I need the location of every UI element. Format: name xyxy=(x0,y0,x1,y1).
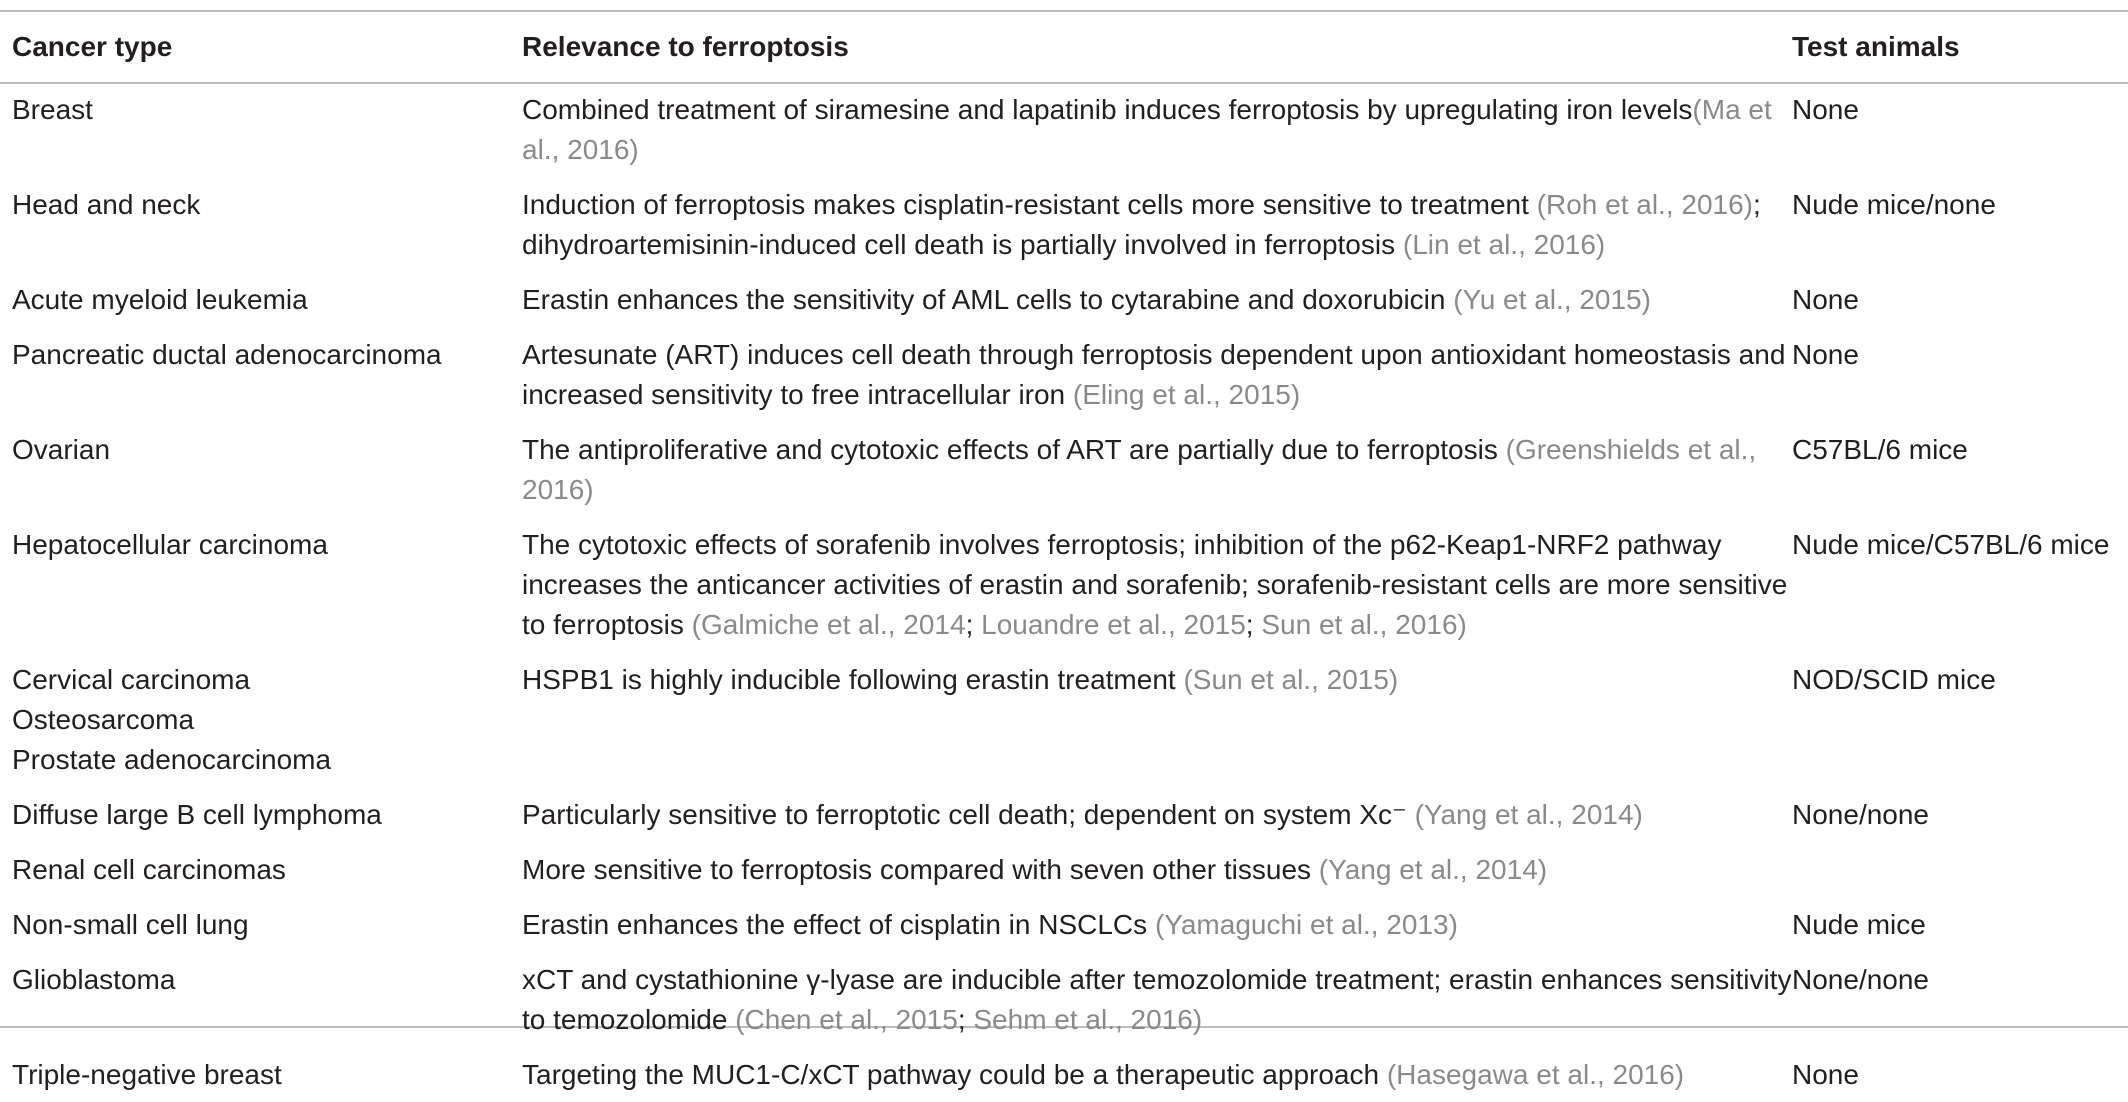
cell-cancer-type xyxy=(0,1047,510,1102)
cancer-type-label: Breast xyxy=(12,94,93,125)
cell-cancer-type xyxy=(0,422,510,517)
cell-cancer-type xyxy=(0,652,510,787)
citation-link[interactable]: (Hasegawa et al., 2016) xyxy=(1386,1059,1685,1090)
cell-test-animals: None xyxy=(1792,284,1859,315)
cell-relevance xyxy=(510,652,1792,787)
cancer-type-label: Hepatocellular carcinoma xyxy=(12,529,328,560)
citation-link[interactable]: Louandre et al., 2015 xyxy=(981,609,1246,640)
citation-link[interactable]: Sun et al., 2016) xyxy=(1261,609,1467,640)
citation-link[interactable]: (Ma et al., 2016) xyxy=(522,94,1772,165)
cell-relevance xyxy=(510,422,1792,517)
citation-link[interactable]: Sehm et al., 2016) xyxy=(973,1004,1203,1035)
table-row xyxy=(0,272,2128,327)
table-row xyxy=(0,1047,2128,1102)
table-row xyxy=(0,82,2128,177)
relevance-text: ; xyxy=(957,1004,974,1035)
header-test-animals: Test animals xyxy=(1792,31,1960,62)
citation-link[interactable]: (Yu et al., 2015) xyxy=(1453,284,1651,315)
cancer-type-label: Pancreatic ductal adenocarcinoma xyxy=(12,339,442,370)
cell-test-animals: C57BL/6 mice xyxy=(1792,434,1968,465)
cell-cancer-type xyxy=(0,327,510,422)
relevance-text: ; dihydroartemisinin-induced cell death is partially involved in ferroptosis xyxy=(522,189,1761,260)
cell-test-animals: None/none xyxy=(1792,964,1930,995)
table-body xyxy=(0,82,2128,1102)
cancer-type-label: Glioblastoma xyxy=(12,964,176,995)
cell-cancer-type xyxy=(0,177,510,272)
cell-test-animals: None xyxy=(1792,94,1859,125)
cell-cancer-type xyxy=(0,787,510,842)
cancer-type-label: Ovarian xyxy=(12,434,111,465)
relevance-text: Artesunate (ART) induces cell death through ferroptosis dependent upon antioxidant homeostasis and increased sensitivity to free intracellular iron xyxy=(522,339,1786,410)
relevance-text: The cytotoxic effects of sorafenib involves ferroptosis; inhibition of the p62-Keap1-NRF2 pathway increases the anticancer activities of erastin and sorafenib; sorafenib-resistant cells are more sensitive to ferroptosis xyxy=(522,529,1788,640)
cancer-type-label: Renal cell carcinomas xyxy=(12,854,286,885)
table-row xyxy=(0,177,2128,272)
relevance-text: The antiproliferative and cytotoxic effects of ART are partially due to ferroptosis xyxy=(522,434,1506,465)
citation-link[interactable]: (Chen et al., 2015 xyxy=(735,1004,958,1035)
cell-relevance xyxy=(510,177,1792,272)
cell-relevance xyxy=(510,82,1792,177)
cancer-type-label: Diffuse large B cell lymphoma xyxy=(12,799,382,830)
cell-test-animals: None xyxy=(1792,339,1859,370)
table-row xyxy=(0,652,2128,787)
cell-relevance xyxy=(510,1047,1792,1102)
cancer-type-label: Head and neck xyxy=(12,189,201,220)
citation-link[interactable]: (Greenshields et al., 2016) xyxy=(522,434,1757,505)
cell-cancer-type xyxy=(0,897,510,952)
cancer-type-label: Acute myeloid leukemia xyxy=(12,284,308,315)
cancer-type-label: Osteosarcoma xyxy=(12,704,195,735)
cell-test-animals xyxy=(1792,842,2128,897)
table-row xyxy=(0,517,2128,652)
relevance-text: ; xyxy=(965,609,982,640)
relevance-text: Targeting the MUC1-C/xCT pathway could be a therapeutic approach xyxy=(522,1059,1387,1090)
cell-test-animals: Nude mice/none xyxy=(1792,189,1996,220)
cell-relevance xyxy=(510,952,1792,1047)
cell-relevance xyxy=(510,897,1792,952)
cancer-type-label: Triple-negative breast xyxy=(12,1059,282,1090)
citation-link[interactable]: (Yamaguchi et al., 2013) xyxy=(1154,909,1458,940)
relevance-text: Erastin enhances the effect of cisplatin in NSCLCs xyxy=(522,909,1155,940)
cell-relevance xyxy=(510,787,1792,842)
table-row xyxy=(0,842,2128,897)
cell-relevance xyxy=(510,272,1792,327)
table-row xyxy=(0,422,2128,517)
cell-cancer-type xyxy=(0,517,510,652)
table-row xyxy=(0,897,2128,952)
cell-test-animals: None xyxy=(1792,1059,1859,1090)
citation-link[interactable]: (Sun et al., 2015) xyxy=(1183,664,1399,695)
table-row xyxy=(0,787,2128,842)
table-row xyxy=(0,952,2128,1047)
cancer-type-label: Cervical carcinoma xyxy=(12,664,251,695)
relevance-text: Particularly sensitive to ferroptotic cell death; dependent on system Xc⁻ xyxy=(522,799,1415,830)
cell-cancer-type xyxy=(0,842,510,897)
cancer-type-label: Prostate adenocarcinoma xyxy=(12,744,332,775)
relevance-text: Combined treatment of siramesine and lapatinib induces ferroptosis by upregulating iron levels xyxy=(522,94,1693,125)
cell-test-animals: NOD/SCID mice xyxy=(1792,664,1996,695)
cell-test-animals: Nude mice/C57BL/6 mice xyxy=(1792,529,2110,560)
relevance-text: Erastin enhances the sensitivity of AML cells to cytarabine and doxorubicin xyxy=(522,284,1454,315)
citation-link[interactable]: (Yang et al., 2014) xyxy=(1414,799,1643,830)
cell-relevance xyxy=(510,842,1792,897)
table-row xyxy=(0,327,2128,422)
cell-relevance xyxy=(510,327,1792,422)
relevance-text: HSPB1 is highly inducible following erastin treatment xyxy=(522,664,1184,695)
header-cancer-type: Cancer type xyxy=(12,31,173,62)
cell-cancer-type xyxy=(0,952,510,1047)
relevance-text: xCT and cystathionine γ-lyase are inducible after temozolomide treatment; erastin enhances sensitivity to temozolomide xyxy=(522,964,1792,1035)
relevance-text: Induction of ferroptosis makes cisplatin-resistant cells more sensitive to treatment xyxy=(522,189,1537,220)
header-row xyxy=(0,12,2128,82)
citation-link[interactable]: (Roh et al., 2016) xyxy=(1536,189,1753,220)
citation-link[interactable]: (Eling et al., 2015) xyxy=(1072,379,1301,410)
cancer-type-label: Non-small cell lung xyxy=(12,909,249,940)
citation-link[interactable]: (Lin et al., 2016) xyxy=(1402,229,1606,260)
header-relevance: Relevance to ferroptosis xyxy=(522,31,849,62)
citation-link[interactable]: (Yang et al., 2014) xyxy=(1318,854,1548,885)
cell-test-animals: None/none xyxy=(1792,799,1930,830)
cancer-ferroptosis-table xyxy=(0,12,2128,1102)
cell-relevance xyxy=(510,517,1792,652)
relevance-text: ; xyxy=(1245,609,1262,640)
cell-cancer-type xyxy=(0,272,510,327)
relevance-text: More sensitive to ferroptosis compared with seven other tissues xyxy=(522,854,1319,885)
citation-link[interactable]: (Galmiche et al., 2014 xyxy=(691,609,966,640)
cell-cancer-type xyxy=(0,82,510,177)
cell-test-animals: Nude mice xyxy=(1792,909,1926,940)
